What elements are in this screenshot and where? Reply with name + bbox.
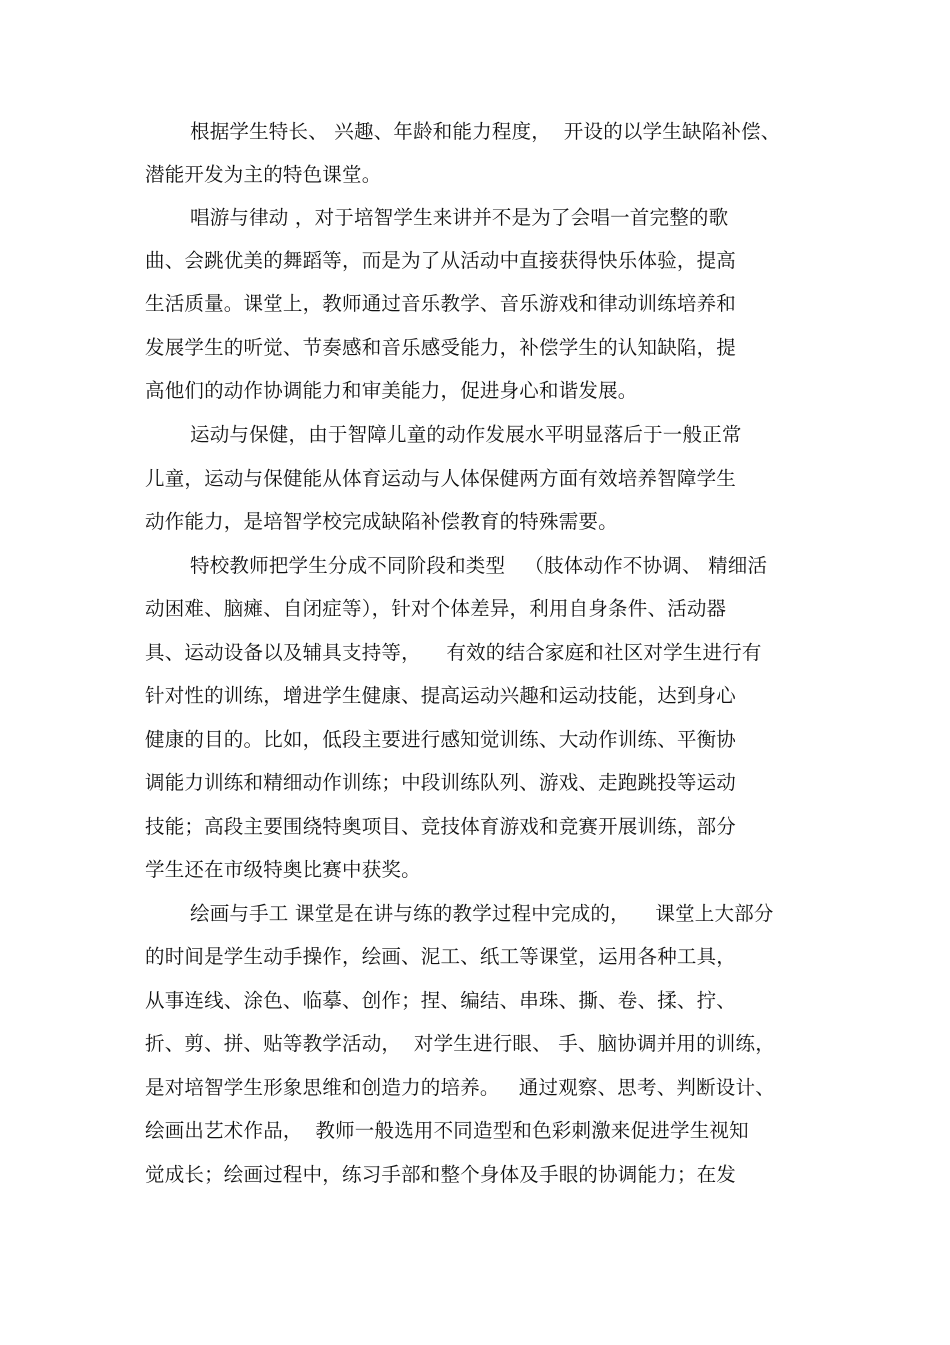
paragraph-line: 特校教师把学生分成不同阶段和类型 （肢体动作不协调、 精细活 [190,554,768,577]
paragraph-line: 曲、会跳优美的舞蹈等，而是为了从活动中直接获得快乐体验，提高 [145,249,737,272]
paragraph-line: 根据学生特长、 兴趣、年龄和能力程度， 开设的以学生缺陷补偿、 [190,120,781,143]
paragraph-line: 潜能开发为主的特色课堂。 [145,163,382,186]
paragraph-line: 具、运动设备以及辅具支持等， 有效的结合家庭和社区对学生进行有 [145,641,762,664]
paragraph-line: 高他们的动作协调能力和审美能力，促进身心和谐发展。 [145,379,638,402]
paragraph-line: 生活质量。课堂上，教师通过音乐教学、音乐游戏和律动训练培养和 [145,292,737,315]
paragraph-line: 调能力训练和精细动作训练；中段训练队列、游戏、走跑跳投等运动 [145,771,737,794]
paragraph-line: 健康的目的。比如，低段主要进行感知觉训练、大动作训练、平衡协 [145,728,737,751]
paragraph-line: 动作能力，是培智学校完成缺陷补偿教育的特殊需要。 [145,510,618,533]
paragraph-line: 针对性的训练，增进学生健康、提高运动兴趣和运动技能，达到身心 [145,684,737,707]
paragraph-line: 动困难、脑瘫、自闭症等），针对个体差异，利用自身条件、活动器 [145,597,727,620]
paragraph-line: 学生还在市级特奥比赛中获奖。 [145,858,421,881]
paragraph-line: 从事连线、涂色、临摹、创作；捏、编结、串珠、撕、卷、揉、拧、 [145,989,737,1012]
paragraph-line: 发展学生的听觉、节奏感和音乐感受能力，补偿学生的认知缺陷，提 [145,336,737,359]
paragraph-line: 折、剪、拼、贴等教学活动， 对学生进行眼、 手、脑协调并用的训练， [145,1032,775,1055]
paragraph-line: 绘画与手工 课堂是在讲与练的教学过程中完成的， 课堂上大部分 [190,902,774,925]
paragraph-line: 的时间是学生动手操作，绘画、泥工、纸工等课堂，运用各种工具， [145,945,737,968]
paragraph-line: 绘画出艺术作品， 教师一般选用不同造型和色彩刺激来促进学生视知 [145,1119,749,1142]
paragraph-line: 唱游与律动 ，对于培智学生来讲并不是为了会唱一首完整的歌 [190,206,729,229]
paragraph-line: 儿童，运动与保健能从体育运动与人体保健两方面有效培养智障学生 [145,467,737,490]
paragraph-line: 技能；高段主要围绕特奥项目、竞技体育游戏和竞赛开展训练，部分 [145,815,737,838]
paragraph-line: 运动与保健，由于智障儿童的动作发展水平明显落后于一般正常 [190,423,742,446]
paragraph-line: 是对培智学生形象思维和创造力的培养。 通过观察、思考、判断设计、 [145,1076,775,1099]
paragraph-line: 觉成长；绘画过程中，练习手部和整个身体及手眼的协调能力；在发 [145,1163,737,1186]
